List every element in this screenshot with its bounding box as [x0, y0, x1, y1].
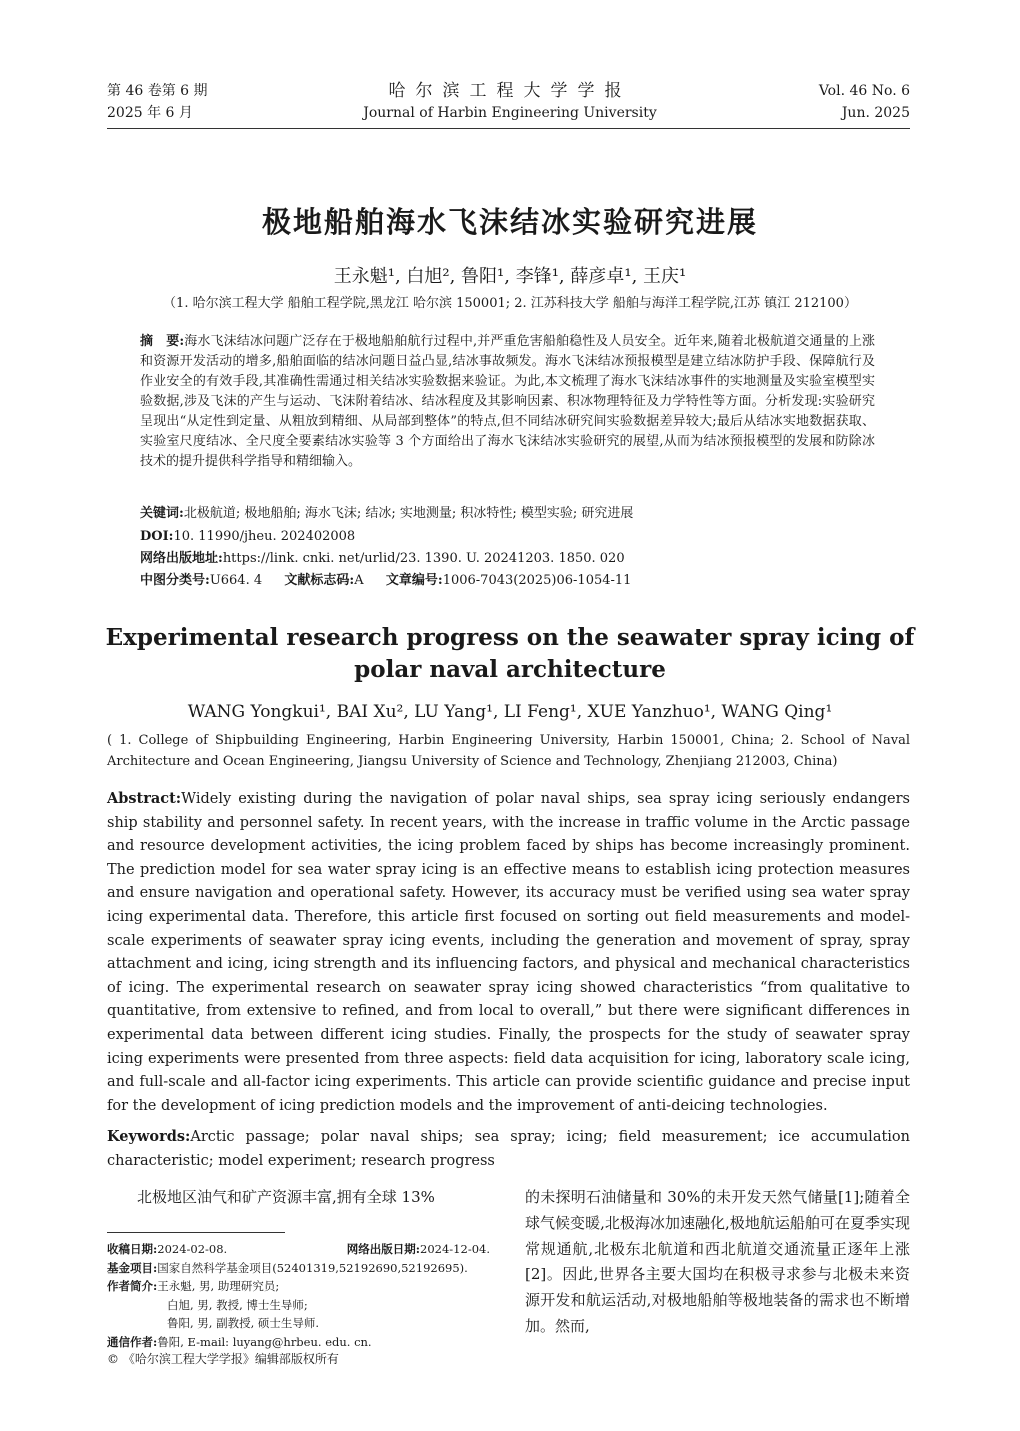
paper-title-cn: 极地船舶海水飞沫结冰实验研究进展: [261, 205, 758, 239]
body-text-left: 北极地区油气和矿产资源丰富,拥有全球 13%: [137, 1188, 435, 1206]
fund-label: 基金项目:: [107, 1260, 158, 1275]
abstract-cn-label: 摘 要:: [140, 334, 185, 349]
copyright-notice: © 《哈尔滨工程大学学报》编辑部版权所有: [107, 1352, 339, 1366]
header-issue-info-en: [819, 80, 910, 124]
header-volume-en: Vol. 46 No. 6: [818, 83, 910, 99]
doc-code-label: 文献标志码:: [284, 573, 355, 588]
online-date-label: 网络出版日期:: [346, 1242, 421, 1256]
doi-link[interactable]: 10. 11990/jheu. 202402008: [173, 529, 356, 544]
classification-line: [140, 571, 875, 591]
doc-code-value: A: [354, 573, 364, 588]
clc-value: U664. 4: [209, 573, 263, 588]
abstract-en-label: Abstract:: [107, 790, 182, 807]
article-no-label: 文章编号:: [385, 573, 443, 588]
authors-cn: 王永魁¹, 白旭², 鲁阳¹, 李锋¹, 薛彦卓¹, 王庆¹: [333, 266, 687, 287]
clc-label: 中图分类号:: [140, 573, 210, 588]
online-url-label: 网络出版地址:: [140, 551, 223, 566]
affiliations-en: ( 1. College of Shipbuilding Engineering, Harbin Engineering University, Harbin 150001, China; 2. School of Naval Architecture and Ocean Engineering, Jiangsu University of Science and Technology, Zhenjiang 212003, China): [107, 733, 910, 769]
footnote-rule: [107, 1232, 285, 1233]
journal-name-en: Journal of Harbin Engineering University: [363, 105, 657, 121]
footnote-fund: [107, 1259, 490, 1278]
received-date: 2024-02-08.: [157, 1242, 228, 1256]
footnote-bio: [107, 1277, 490, 1296]
journal-name-cn: 哈尔滨工程大学学报: [388, 81, 632, 101]
body-text-right: 的未探明石油储量和 30%的未开发天然气储量[1];随着全球气候变暖,北极海冰加速融化,极地航运船舶可在夏季实现常规通航,北极东北航道和西北航道交通流量正逐年上涨[2]。因此,世界各主要大国均在积极寻求参与北极未来资源开发和航运活动,对极地船舶等极地装备的需求也不断增加。然而,: [525, 1188, 910, 1335]
keywords-cn: [140, 504, 875, 524]
corr-label: 通信作者:: [107, 1334, 158, 1349]
header-date-cn: 2025 年 6 月: [107, 105, 193, 121]
online-url-line: [140, 549, 875, 569]
header-volume-cn: 第 46 卷第 6 期: [107, 83, 208, 99]
bio-label: 作者简介:: [107, 1279, 158, 1293]
paper-title-en-line2: polar naval architecture: [354, 656, 666, 683]
footnotes: [107, 1240, 490, 1351]
bio-line-2: 白旭, 男, 教授, 博士生导师;: [167, 1297, 308, 1312]
abstract-en-text: Widely existing during the navigation of polar naval ships, sea spray icing seriously endangers ship stability and personnel safety. In recent years, with the increase in traffic volume in the Arctic passage and resource development activities, the icing problem faced by ships has become increasingly prominent. The prediction model for sea water spray icing is an effective means to establish icing protection measures and ensure navigation and operational safety. However, its accuracy must be verified using sea water spray icing experimental data. Therefore, this article first focused on sorting out field measurements and model-scale experiments of seawater spray icing events, including the generation and movement of spray, spray attachment and icing, icing strength and its influencing factors, and physical and mechanical characteristics of icing. The experimental research on seawater spray icing showed characteristics “from qualitative to quantitative, from extensive to refined, and from local to overall,” but there were significant differences in experimental data between different icing studies. Finally, the prospects for the study of seawater spray icing experiments were presented from three aspects: field data acquisition for icing, laboratory scale icing, and full-scale and all-factor icing experiments. This article can provide scientific guidance and precise input for the development of icing prediction models and the improvement of anti-deicing technologies.: [107, 791, 910, 1114]
abstract-en: [107, 787, 910, 1118]
abstract-cn: [140, 332, 875, 472]
paper-title-en: [0, 622, 1020, 686]
abstract-cn-text: 海水飞沫结冰问题广泛存在于极地船舶航行过程中,并严重危害船舶稳性及人员安全。近年来,随着北极航道交通量的上涨和资源开发活动的增多,船舶面临的结冰问题日益凸显,结冰事故频发。海水飞沫结冰预报模型是建立结冰防护手段、保障航行及作业安全的有效手段,其准确性需通过相关结冰实验数据来验证。为此,本文梳理了海水飞沫结冰事件的实地测量及实验室模型实验数据,涉及飞沫的产生与运动、飞沫附着结冰、结冰程度及其影响因素、积冰物理特征及力学特性等方面。分析发现:实验研究呈现出“从定性到定量、从粗放到精细、从局部到整体”的特点,但不同结冰研究间实验数据差异较大;最后从结冰实地数据获取、实验室尺度结冰、全尺度全要素结冰实验等 3 个方面给出了海水飞沫结冰实验研究的展望,从而为结冰预报模型的发展和防除冰技术的提升提供科学指导和精细输入。: [140, 334, 875, 469]
keywords-en: [107, 1125, 910, 1173]
received-label: 收稿日期:: [107, 1242, 158, 1256]
keywords-cn-text: 北极航道; 极地船舶; 海水飞沫; 结冰; 实地测量; 积冰特性; 模型实验; 研究进展: [183, 506, 634, 521]
online-url-link[interactable]: https://link. cnki. net/urlid/23. 1390. U. 20241203. 1850. 020: [222, 551, 625, 566]
authors-en: WANG Yongkui¹, BAI Xu², LU Yang¹, LI Feng¹, XUE Yanzhuo¹, WANG Qing¹: [187, 702, 833, 722]
doi-line: [140, 527, 875, 547]
keywords-cn-label: 关键词:: [140, 506, 184, 521]
doi-label: DOI:: [140, 529, 174, 544]
online-date: 2024-12-04.: [420, 1242, 490, 1256]
article-no-value: 1006-7043(2025)06-1054-11: [442, 573, 632, 588]
footnote-dates: [107, 1240, 490, 1259]
footnote-corresponding: [107, 1333, 490, 1352]
bio-line-1: 王永魁, 男, 助理研究员;: [157, 1279, 280, 1293]
corr-text[interactable]: 鲁阳, E-mail: luyang@hrbeu. edu. cn.: [157, 1334, 372, 1349]
header-date-en: Jun. 2025: [841, 105, 910, 121]
keywords-en-label: Keywords:: [107, 1128, 191, 1145]
affiliations-cn: （1. 哈尔滨工程大学 船舶工程学院,黑龙江 哈尔滨 150001; 2. 江苏科技大学 船舶与海洋工程学院,江苏 镇江 212100）: [163, 296, 857, 311]
bio-line-3: 鲁阳, 男, 副教授, 硕士生导师.: [167, 1316, 320, 1330]
paper-title-en-line1: Experimental research progress on the seawater spray icing of: [105, 624, 915, 651]
fund-text: 国家自然科学基金项目(52401319,52192690,52192695).: [157, 1260, 468, 1275]
header-rule: [107, 128, 910, 129]
keywords-en-text: Arctic passage; polar naval ships; sea spray; icing; field measurement; ice accumulation characteristic; model experiment; research progress: [107, 1129, 910, 1169]
